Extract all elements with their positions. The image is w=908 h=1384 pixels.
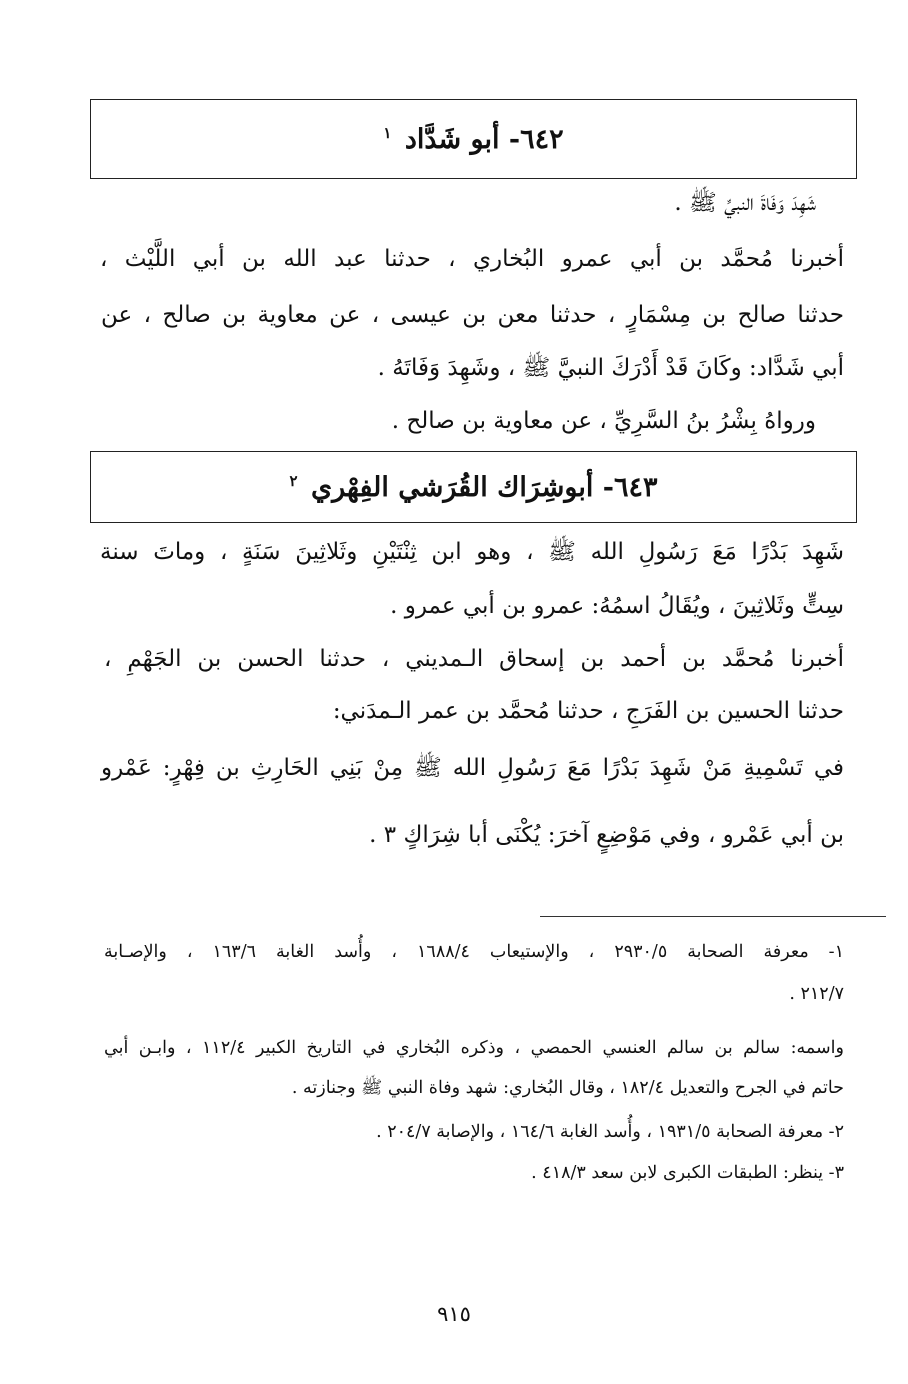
footnote-separator (540, 916, 886, 917)
entry-642-footnote-ref: ١ (383, 123, 392, 142)
entry-643-line-4: حدثنا الحسين بن الفَرَجِ ، حدثنا مُحمَّد بن عمر الـمدَني: (332, 698, 844, 724)
entry-643-heading (290, 472, 658, 503)
entry-642-line-2: أخبرنا مُحمَّد بن أبي عمرو البُخاري ، حدثنا عبد الله بن أبي اللَّيْث ، (100, 246, 844, 272)
footnote-1-line-3: واسمه: سالم بن سالم العنسي الحمصي ، وذكره البُخاري في التاريخ الكبير ١١٢/٤ ، وابـن أبي (104, 1038, 844, 1058)
entry-643-line-6: بن أبي عَمْرو ، وفي مَوْضِعٍ آخرَ: يُكْنَى أبا شِرَاكٍ ٣ . (369, 822, 844, 848)
footnote-3: ٣- ينظر: الطبقات الكبرى لابن سعد ٤١٨/٣ . (531, 1163, 844, 1183)
footnote-1-line-1: ١- معرفة الصحابة ٢٩٣٠/٥ ، والإستيعاب ١٦٨٨/٤ ، وأُسد الغابة ١٦٣/٦ ، والإصـابة (104, 942, 845, 962)
entry-643-line-5: في تَسْمِيةِ مَنْ شَهِدَ بَدْرًا مَعَ رَسُولِ الله ﷺ مِنْ بَنِي الحَارِثِ بن فِهْرٍ: عَمْرو (101, 755, 844, 781)
page-number: ٩١٥ (437, 1302, 471, 1326)
entry-643-line-1: شَهِدَ بَدْرًا مَعَ رَسُولِ الله ﷺ ، وهو ابن ثِنْتَيْنِ وثَلاثِينَ سَنَةٍ ، وماتَ سنة (100, 539, 844, 565)
entry-642-line-4: أبي شَدَّاد: وكَانَ قَدْ أَدْرَكَ النبيَّ ﷺ ، وشَهِدَ وَفَاتَهُ . (377, 355, 844, 381)
entry-643-line-3: أخبرنا مُحمَّد بن أحمد بن إسحاق الـمديني ، حدثنا الحسن بن الجَهْمِ ، (104, 646, 844, 672)
entry-642-heading-box (90, 99, 857, 179)
entry-642-heading-text: ٦٤٢- أبو شَدَّاد (404, 123, 564, 155)
entry-643-heading-text: ٦٤٣- أبوشِرَاك القُرَشي الفِهْري (311, 471, 658, 503)
entry-642-line-1: شَهِدَ وَفَاةَ النبيِّ ﷺ . (674, 190, 816, 216)
entry-642-line-5: ورواهُ بِشْرُ بنُ السَّرِيِّ ، عن معاوية بن صالح . (391, 408, 816, 434)
footnote-1-line-4: حاتم في الجرح والتعديل ١٨٢/٤ ، وقال البُخاري: شهد وفاة النبي ﷺ وجنازته . (291, 1078, 844, 1098)
footnote-1-line-2: ٢١٢/٧ . (789, 984, 844, 1004)
entry-643-line-2: سِتٍّ وثَلاثِينَ ، ويُقَالُ اسمُهُ: عمرو بن أبي عمرو . (390, 593, 844, 619)
entry-642-heading (383, 124, 563, 155)
entry-643-footnote-ref: ٢ (289, 471, 298, 490)
entry-642-line-3: حدثنا صالح بن مِسْمَارٍ ، حدثنا معن بن عيسى ، عن معاوية بن صالح ، عن (101, 302, 844, 328)
footnote-2: ٢- معرفة الصحابة ١٩٣١/٥ ، وأُسد الغابة ١٦٤/٦ ، والإصابة ٢٠٤/٧ . (376, 1122, 844, 1142)
entry-643-heading-box (90, 451, 857, 523)
